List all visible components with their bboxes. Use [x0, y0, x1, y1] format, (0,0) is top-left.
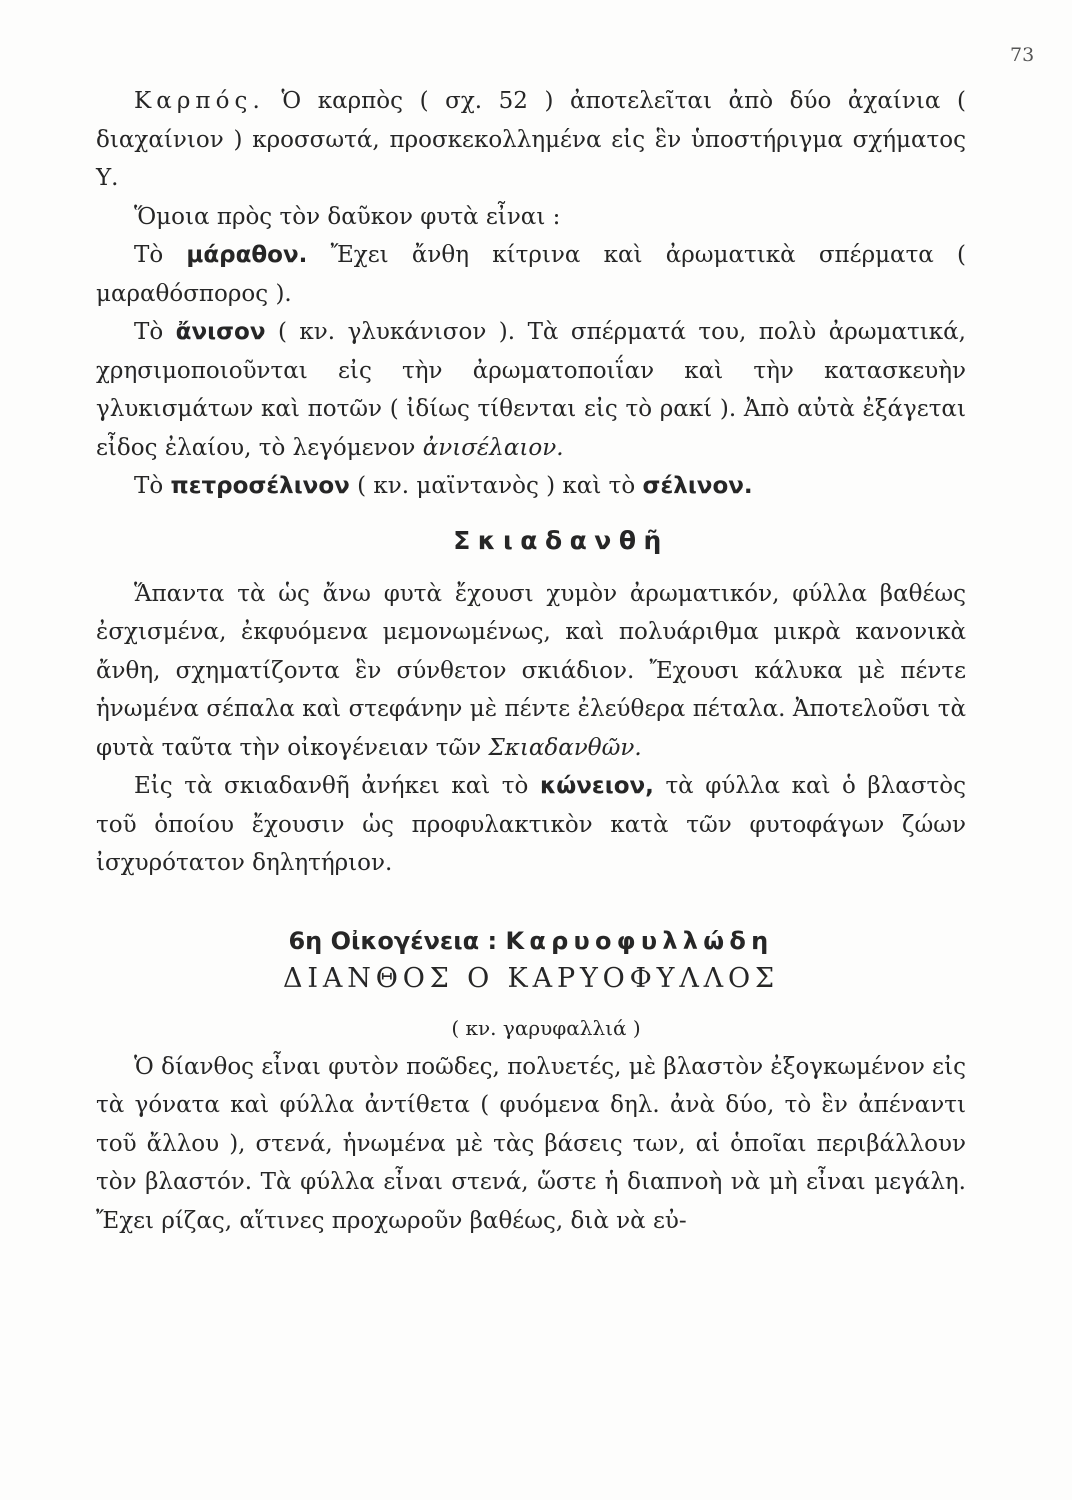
term-anise-oil: ἀνισέλαιον.: [422, 434, 564, 461]
paragraph-similar-plants: Ὅμοια πρὸς τὸν δαῦκον φυτὰ εἶναι :: [134, 203, 561, 230]
family-heading-name: Καρυοφυλλώδη: [505, 926, 774, 955]
paragraph-text: Ἔχει ἄνθη κίτρινα καὶ ἀρωματικὰ σπέρματα ( μαραθόσπορος ).: [96, 242, 966, 307]
page-number: 73: [1010, 44, 1035, 66]
term-fennel: μάραθον.: [186, 242, 308, 268]
common-name: ( κν. γαρυφαλλιά ): [451, 1015, 641, 1040]
term-umbellifers: Σκιαδανθῶν.: [488, 734, 642, 761]
term-hemlock: κώνειον,: [539, 773, 654, 799]
paragraph-carnation: Ὁ δίανθος εἶναι φυτὸν ποῶδες, πολυετές, μὲ βλαστὸν ἐξογκωμένον εἰς τὰ γόνατα καὶ φύλλα ἀντίθετα ( φυόμενα δηλ. ἀνὰ δύο, τὸ ἓν ἀπέναντι τοῦ ἄλλου ), στενά, ἡνωμένα μὲ τὰς βάσεις των, αἱ ὁποῖαι περιβάλλουν τὸν βλαστόν. Τὰ φύλλα εἶναι στενά, ὥστε ἡ διαπνοὴ νὰ μὴ εἶναι μεγάλη. Ἔχει ρίζας, αἵτινες προχωροῦν βαθέως, διὰ νὰ εὐ-: [96, 1053, 966, 1234]
family-heading-prefix: 6η Οἰκογένεια :: [288, 926, 506, 955]
species-heading: ΔΙΑΝΘΟΣ Ο ΚΑΡΥΟΦΥΛΛΟΣ: [283, 962, 779, 994]
term-anise: ἄνισον: [175, 319, 266, 345]
paragraph-anise: [96, 313, 966, 467]
term-celery: σέλινον.: [642, 473, 753, 499]
article: Τὸ: [134, 473, 171, 499]
paragraph-text: ( κν. γλυκάνισον ). Τὰ σπέρματά του, πολὺ ἀρωματικά, χρησιμοποιοῦνται εἰς τὴν ἀρωματοποιΐαν καὶ τὴν κατασκευὴν γλυκισμάτων καὶ ποτῶν ( ἰδίως τίθενται εἰς τὸ ρακί ). Ἀπὸ αὐτὰ ἐξάγεται εἶδος ἐλαίου, τὸ λεγόμενον: [96, 319, 966, 461]
paragraph-text: Εἰς τὰ σκιαδανθῆ ἀνήκει καὶ τὸ: [134, 773, 540, 799]
term-parsley: πετροσέλινον: [170, 473, 350, 499]
paragraph-parsley-celery: [96, 467, 966, 506]
article: Τὸ: [134, 319, 176, 345]
paragraph-text: ( κν. μαϊντανὸς ) καὶ τὸ: [349, 473, 643, 499]
paragraph-lead: Καρπός.: [134, 88, 265, 114]
page-content: [96, 82, 966, 1240]
paragraph-fruit: [96, 82, 966, 198]
paragraph-fennel: [96, 236, 966, 313]
paragraph-hemlock: [96, 767, 966, 883]
family-heading: [96, 927, 966, 955]
paragraph-text: τὰ φύλλα καὶ ὁ βλαστὸς τοῦ ὁποίου ἔχουσιν ὡς προφυλακτικὸν κατὰ τῶν φυτοφάγων ζώων ἰσχυρότατον δηλητήριον.: [96, 773, 966, 876]
paragraph-umbellifers: [96, 575, 966, 768]
section-title-umbellifers: Σκιαδανθῆ: [453, 525, 669, 555]
paragraph-text: Ἅπαντα τὰ ὡς ἄνω φυτὰ ἔχουσι χυμὸν ἀρωματικόν, φύλλα βαθέως ἐσχισμένα, ἐκφυόμενα μεμονωμένως, καὶ πολυάριθμα μικρὰ κανονικὰ ἄνθη, σχηματίζοντα ἓν σύνθετον σκιάδιον. Ἔχουσι κάλυκα μὲ πέντε ἡνωμένα σέπαλα καὶ στεφάνην μὲ πέντε ἐλεύθερα πέταλα. Ἀποτελοῦσι τὰ φυτὰ ταῦτα τὴν οἰκογένειαν τῶν: [96, 580, 966, 761]
paragraph-text: Ὁ καρπὸς ( σχ. 52 ) ἀποτελεῖται ἀπὸ δύο ἀχαίνια ( διαχαίνιον ) κροσσωτά, προσκεκολλημένα εἰς ἓν ὑποστήριγμα σχήματος Υ.: [96, 88, 966, 191]
article: Τὸ: [134, 242, 187, 268]
